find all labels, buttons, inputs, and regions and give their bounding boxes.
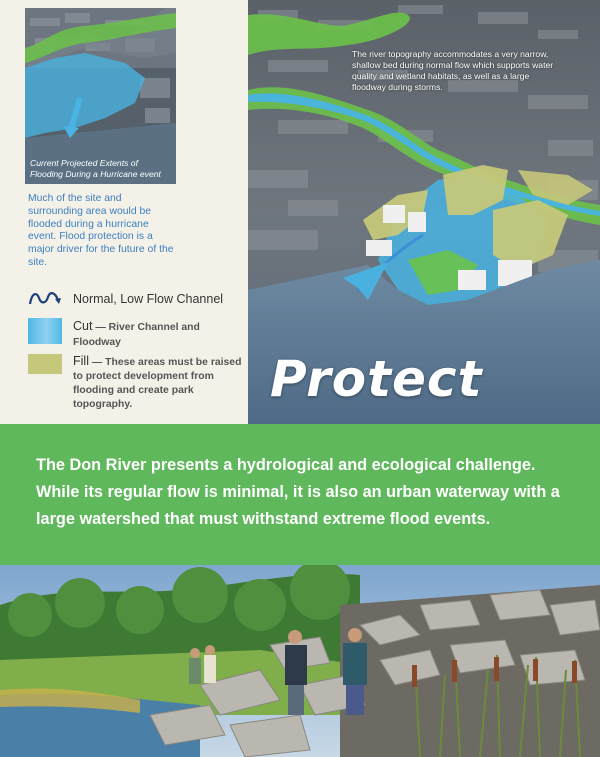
summary-text: The Don River presents a hydrological and ecological challenge. While its regular flow is minimal, it is also an urban waterway with a large watershed that must withstand extreme flood events. [36,456,560,528]
legend-normal-label: Normal, Low Flow Channel [73,292,224,306]
legend-fill-desc: — These areas must be raised to protect development from flooding and create park topography. [73,357,242,410]
aerial-rendering [248,0,600,424]
left-panel [0,0,248,424]
cut-swatch [28,318,62,344]
wetland-rendering-image [0,565,600,757]
summary-banner [0,424,600,565]
flood-description: Much of the site and surrounding area would be flooded during a hurricane event. Flood protection is a major driver for the future of the site. [28,193,174,268]
fill-swatch [28,354,62,374]
flood-extent-caption: Current Projected Extents of Flooding During a Hurricane event [30,158,161,179]
legend-fill-title: Fill [73,354,89,368]
protect-title: Protect [270,350,483,408]
wetland-rendering [0,565,600,757]
wave-arrow-icon [28,288,62,308]
flood-extent-map [25,8,176,184]
topography-caption: The river topography accommodates a very narrow, shallow bed during normal flow which supports water quality and wetland habitats, as well as a large floodway during storms. [352,49,554,92]
legend-cut-desc: — River Channel and Floodway [73,322,200,348]
legend-cut-title: Cut [73,319,93,333]
